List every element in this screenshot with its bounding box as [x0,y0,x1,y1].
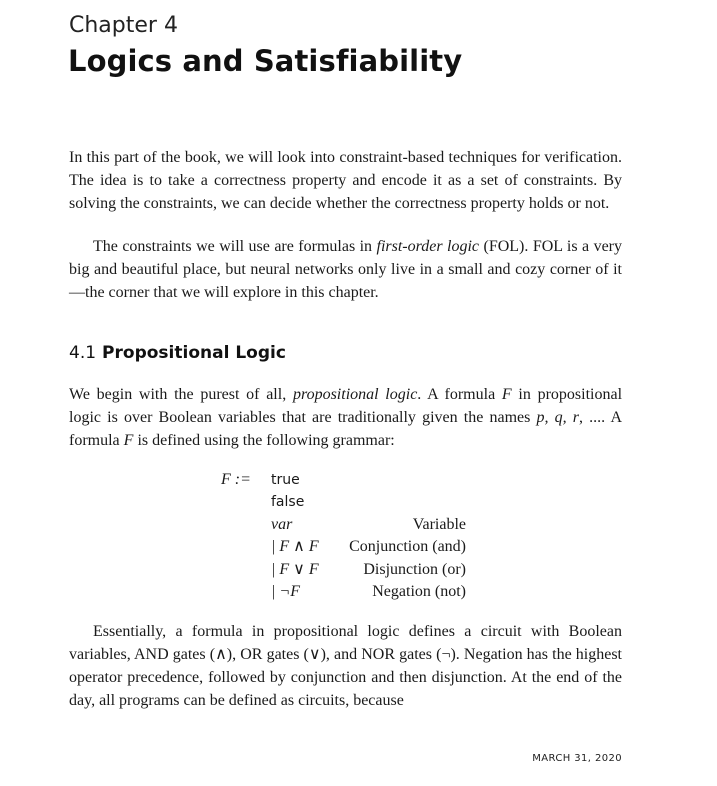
intro-paragraph-1: In this part of the book, we will look into constraint-based techniques for verification. The idea is to take a correctness property and encode it as a set of constraints. By solving the constraints, we can decide whether the correctness property holds or not. [69,149,622,212]
sec-p1-text-e: is defined using the following grammar: [133,432,395,449]
section-paragraph-1 [69,383,622,452]
intro-paragraph-2 [69,235,622,304]
intro-p2-text-a: The constraints we will use are formulas in [93,238,377,255]
chapter-label: Chapter 4 [69,13,178,38]
grammar-lhs: F := [221,471,251,488]
grammar-rule-disjunction: | F ∨ F [271,561,319,578]
grammar-desc-disjunction: Disjunction (or) [363,561,466,578]
footer-date: MARCH 31, 2020 [532,753,622,764]
section-number: 4.1 [69,343,97,363]
intro-p2-text-b: (FOL). FOL is a very big and beautiful place, but neural networks only live in a small and cozy corner of it—the corner that we will explore in this chapter. [69,238,623,301]
grammar-rule-false: false [271,494,305,510]
grammar-rule-conjunction: | F ∧ F [271,538,319,555]
section-heading [69,343,286,363]
section-title: Propositional Logic [102,343,286,363]
grammar-desc-negation: Negation (not) [372,583,466,600]
sec-p1-text-a: We begin with the purest of all, [69,386,293,403]
chapter-title: Logics and Satisfiability [68,44,463,78]
propositional-logic-emphasis: propositional logic [292,386,418,403]
sec-p1-text-c: in propositional logic is over Boolean variables that are traditionally given the names [69,386,623,426]
grammar-rule-var: var [271,516,293,533]
grammar-rule-negation: | ¬F [271,583,300,600]
section-paragraph-2: Essentially, a formula in propositional logic defines a circuit with Boolean variables, AND gates (∧), OR gates (∨), and NOR gates (¬). Negation has the highest operator precedence, followed by conjunction and then disjunction. At the end of the day, all programs can be defined as circuits, because [69,623,622,709]
grammar-desc-variable: Variable [412,516,466,533]
formula-symbol-F-2: F [123,432,134,449]
formula-symbol-F: F [501,386,512,403]
first-order-logic-emphasis: first-order logic [376,238,480,255]
grammar-desc-conjunction: Conjunction (and) [349,538,466,555]
variable-names: p, q, r [536,409,580,426]
sec-p1-text-b: . A formula [417,386,502,403]
grammar-rule-true: true [271,472,300,488]
sec-p1-text-d: , .... A formula [69,409,623,449]
